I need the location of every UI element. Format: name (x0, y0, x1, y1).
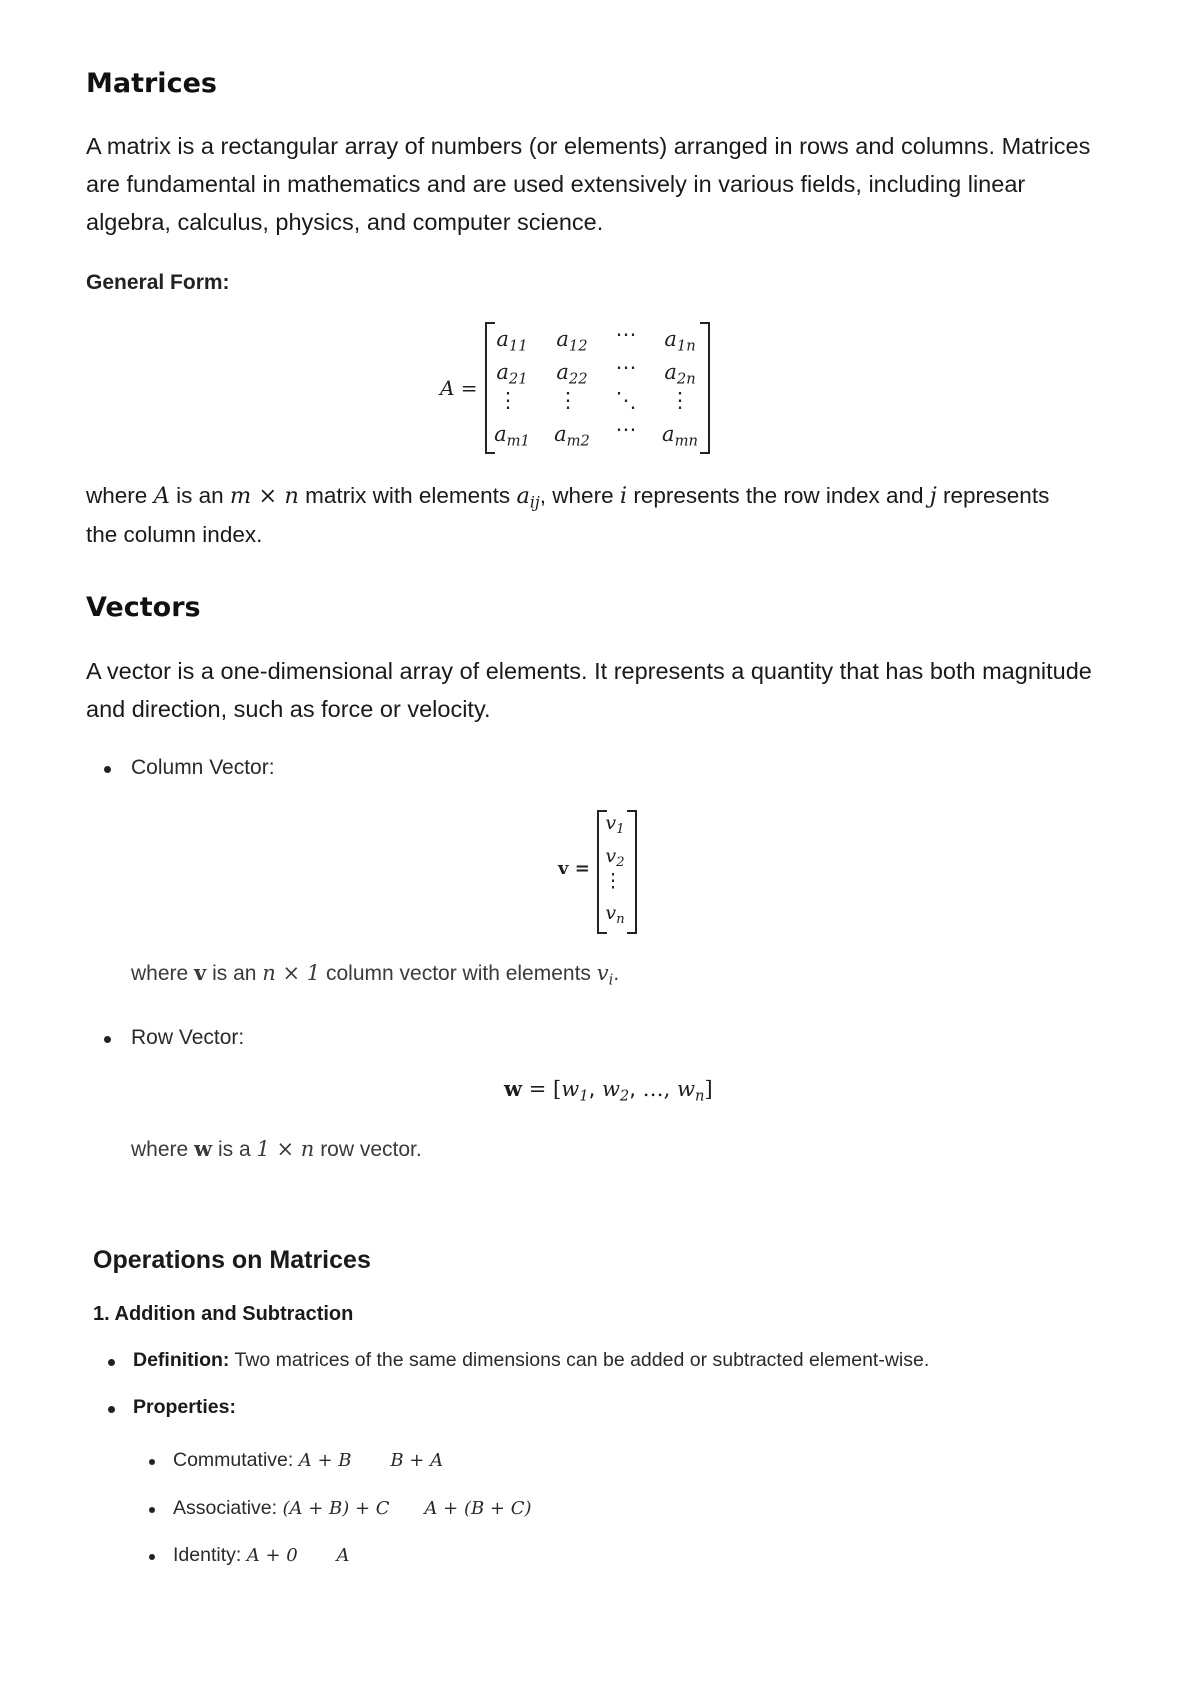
bullet-identity (149, 1554, 155, 1560)
cell-vn: $v_n$ (605, 902, 625, 927)
bullet-associative (149, 1507, 155, 1513)
row-vector-note: where w is a 1 × n row vector. (131, 1136, 422, 1161)
general-form-label: General Form: (86, 271, 230, 294)
cell-a11: $a_{11}$ (496, 327, 528, 355)
bullet-column (104, 766, 111, 773)
matrix-lhs: A = (440, 376, 478, 400)
cell-a21: $a_{21}$ (496, 360, 528, 388)
vectors-heading: Vectors (86, 592, 201, 623)
column-vector-label: Column Vector: (131, 756, 275, 779)
commutative-item: Commutative: A + B B + A (173, 1449, 444, 1471)
matrix-note-line2-clip (86, 520, 486, 544)
vectors-intro: A vector is a one-dimensional array of elements. It represents a quantity that has both magnitude and direction, such as force or velocity. (86, 658, 1092, 722)
addition-subheading: 1. Addition and Subtraction (93, 1303, 354, 1325)
row-vector-equation: $w = [w_1$, $w_2$, …, $w_n$] (504, 1076, 713, 1105)
cell-vdots-3: ⋮ (669, 388, 691, 412)
cell-dots-2: ⋯ (615, 355, 637, 379)
bullet-definition (108, 1359, 115, 1366)
properties-item: Properties: (133, 1396, 236, 1418)
bullet-properties (108, 1406, 115, 1413)
cell-ddots: ⋱ (615, 388, 637, 412)
matrix-note-line2: the column index. (86, 522, 263, 544)
cell-v1: $v_1$ (605, 812, 625, 837)
matrix-note: where A is an m × n matrix with elements $a_{ij}$, where i represents the row index and j represents (86, 483, 1050, 512)
column-vector-lhs: v = (558, 858, 590, 879)
cell-dots-4: ⋯ (615, 417, 637, 441)
cell-v2: $v_2$ (605, 845, 625, 870)
cell-a2n: $a_{2n}$ (664, 360, 696, 388)
cell-v-vdots: ⋮ (603, 870, 623, 892)
column-vector-note: where v is an n × 1 column vector with elements $v_i$. (131, 960, 620, 989)
bullet-row (104, 1036, 111, 1043)
bullet-commutative (149, 1459, 155, 1465)
cell-amn: $a_{mn}$ (662, 422, 698, 450)
operations-heading: Operations on Matrices (93, 1246, 371, 1274)
cell-a12: $a_{12}$ (556, 327, 588, 355)
identity-item: Identity: A + 0 A (173, 1544, 350, 1566)
cell-dots-1: ⋯ (615, 322, 637, 346)
cell-am2: $a_{m2}$ (554, 422, 590, 450)
definition-item: Definition: Two matrices of the same dimensions can be added or subtracted element-wise. (133, 1349, 930, 1371)
cell-a1n: $a_{1n}$ (664, 327, 696, 355)
row-vector-label: Row Vector: (131, 1026, 245, 1049)
matrices-heading: Matrices (86, 68, 217, 99)
cell-a22: $a_{22}$ (556, 360, 588, 388)
associative-item: Associative: (A + B) + C A + (B + C) (173, 1497, 532, 1519)
cell-am1: $a_{m1}$ (494, 422, 530, 450)
cell-vdots-2: ⋮ (557, 388, 579, 412)
matrices-intro: A matrix is a rectangular array of numbers (or elements) arranged in rows and columns. Matrices are fundamental in mathematics and are used extensively in various fields, including linear algebra, calculus, physics, and computer science. (86, 133, 1091, 235)
cell-vdots-1: ⋮ (497, 388, 519, 412)
